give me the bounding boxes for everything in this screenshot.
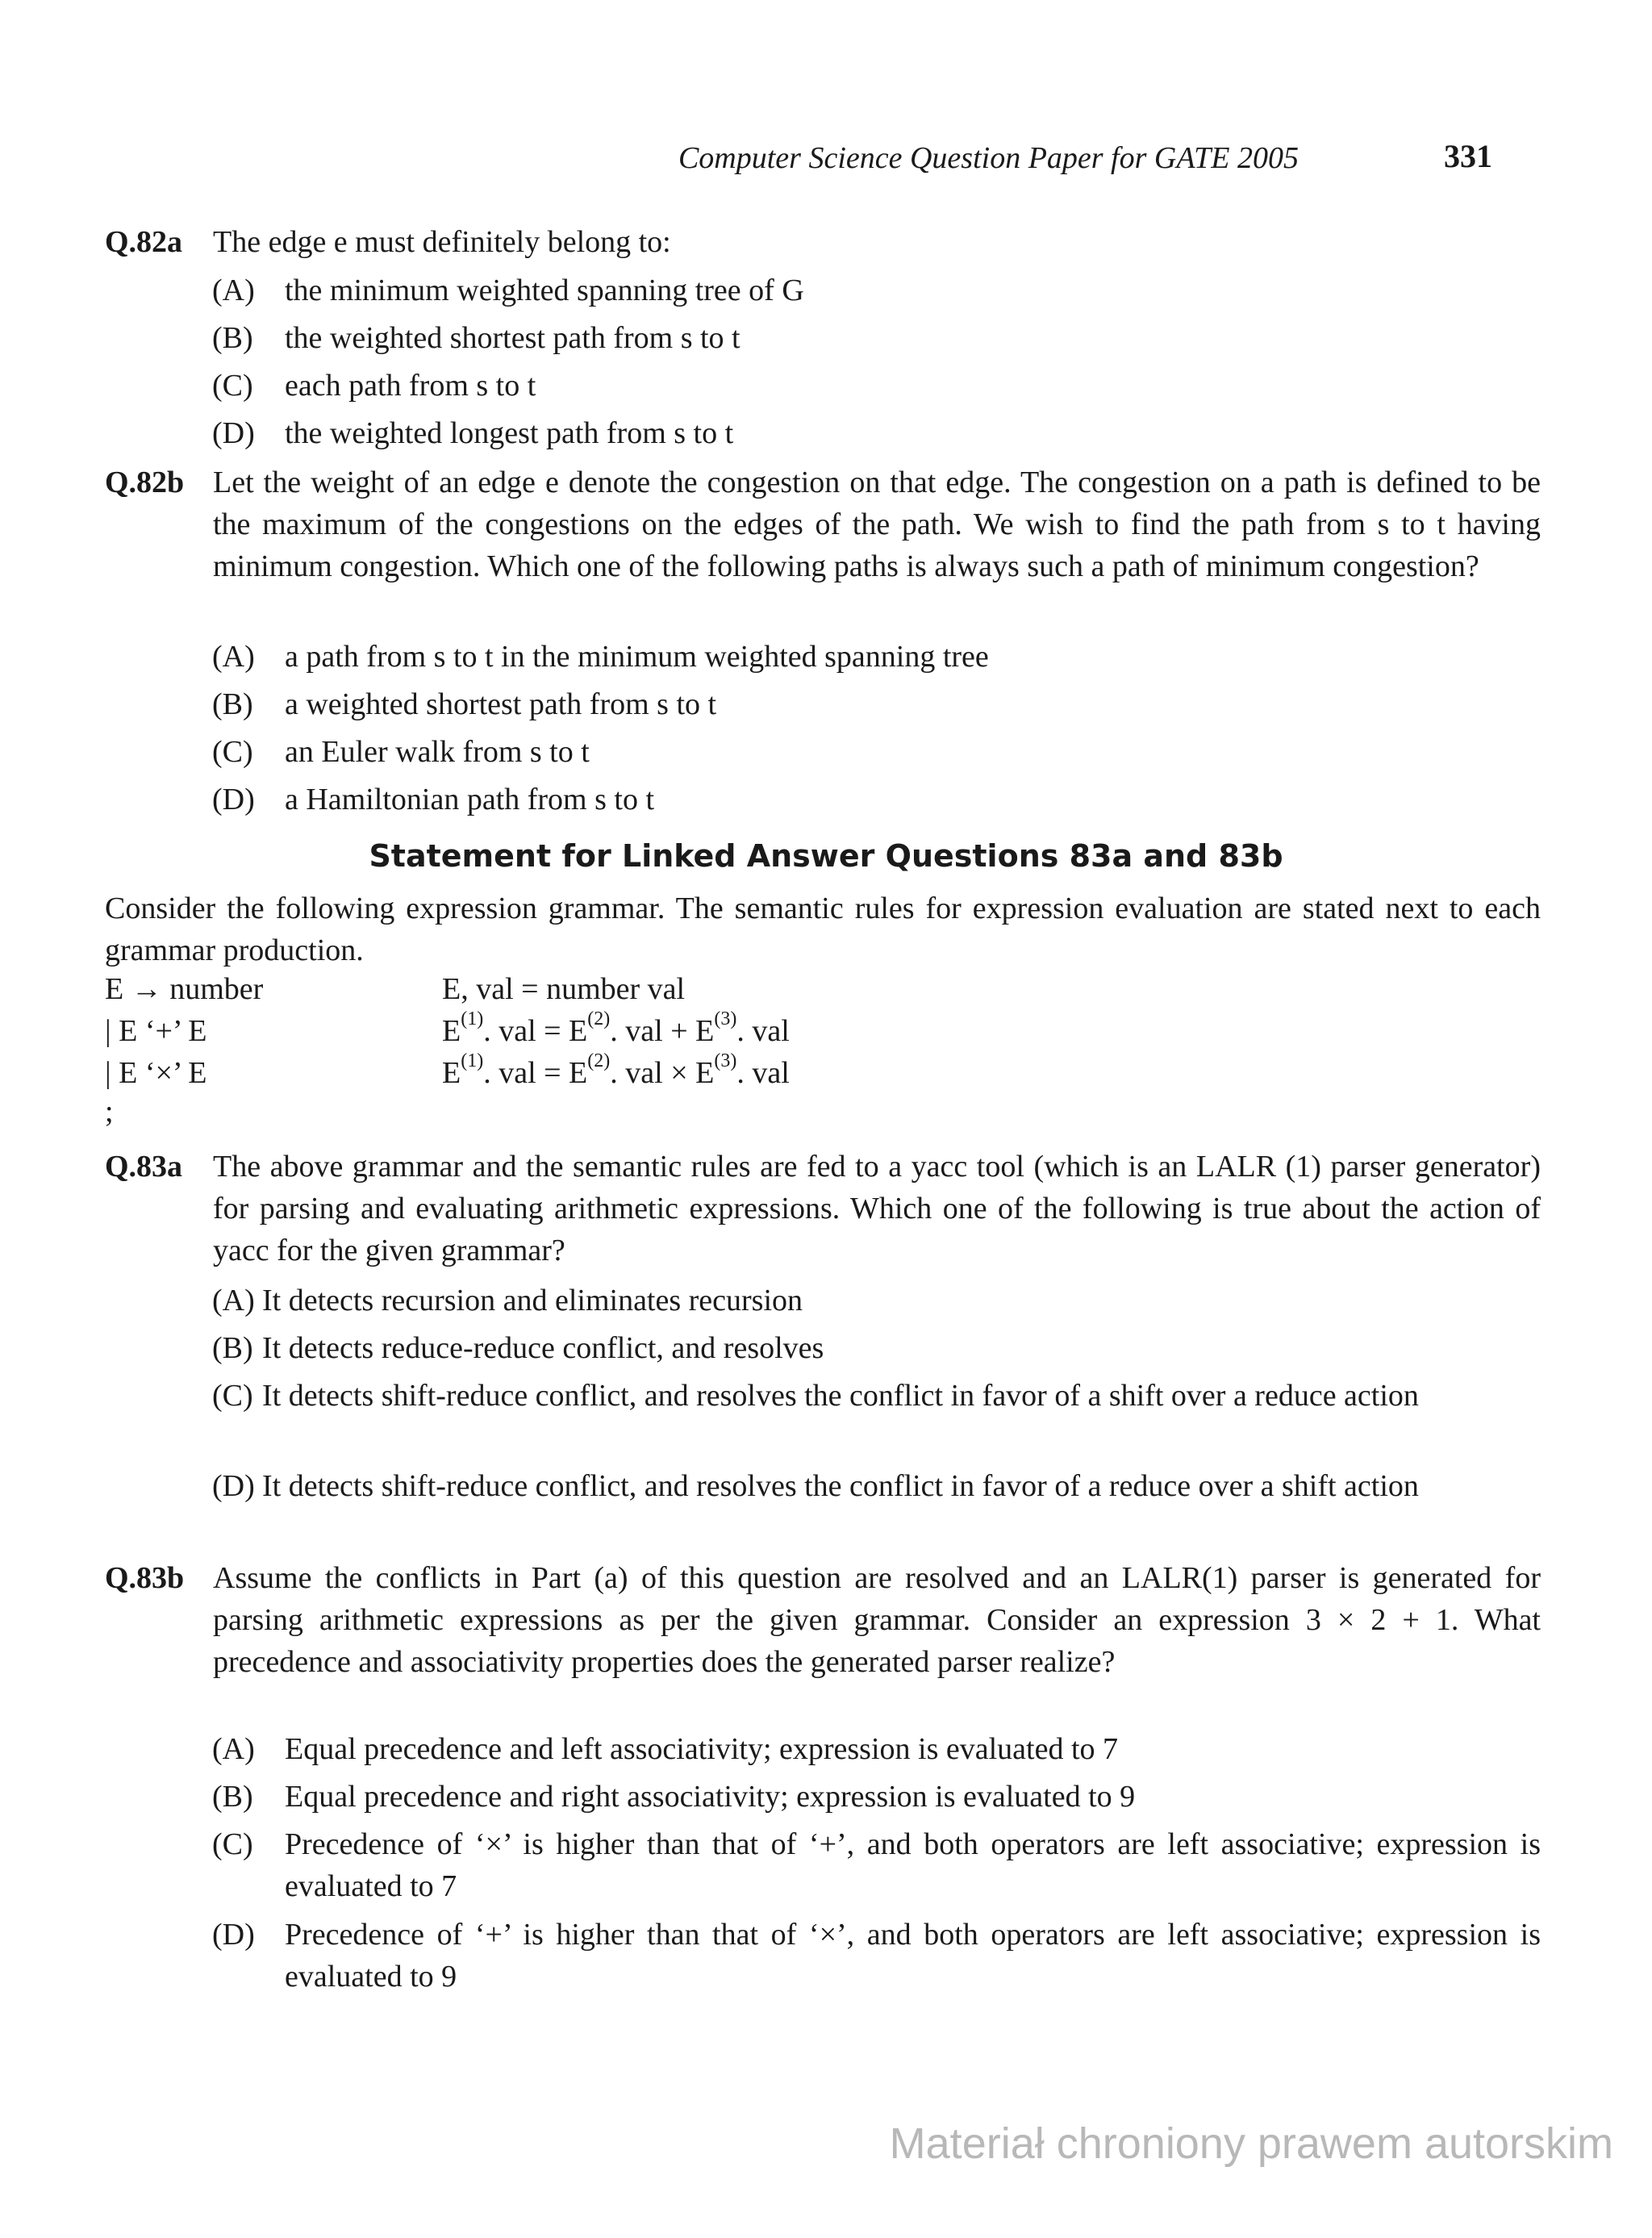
option-82a-d <box>212 412 1541 454</box>
option-text: the weighted shortest path from s to t <box>285 321 740 355</box>
option-83a-c <box>212 1375 1541 1417</box>
option-label: (A) <box>212 1284 255 1317</box>
question-text: The edge e must definitely belong to: <box>213 225 671 259</box>
question-number: Q.82b <box>105 466 185 499</box>
option-83a-a <box>212 1280 1541 1322</box>
question-83b <box>105 1557 1541 1683</box>
option-83b-d <box>212 1914 1541 1998</box>
question-text: Assume the conflicts in Part (a) of this question are resolved and an LALR(1) parser is generated for parsing arithmetic expressions as per the given grammar. Consider an expression 3 × 2 + 1. What precedence and associativity properties does the generated parser realize? <box>213 1561 1541 1679</box>
option-text: an Euler walk from s to t <box>285 735 590 769</box>
option-label: (C) <box>212 369 253 403</box>
option-label: (A) <box>212 273 255 307</box>
option-label: (B) <box>212 687 253 721</box>
option-text: each path from s to t <box>285 369 536 403</box>
option-label: (C) <box>212 1379 253 1413</box>
option-83b-c <box>212 1823 1541 1907</box>
option-label: (B) <box>212 1331 253 1365</box>
option-label: (D) <box>212 1469 255 1503</box>
option-text: Equal precedence and right associativity; expression is evaluated to 9 <box>285 1780 1136 1814</box>
question-text: The above grammar and the semantic rules are fed to a yacc tool (which is an LALR (1) parser generator) for parsing and evaluating arithmetic expressions. Which one of the following is true about the action of yacc for the given grammar? <box>213 1150 1541 1267</box>
semantic-rule: E, val = number val <box>442 972 686 1006</box>
question-text: Let the weight of an edge e denote the congestion on that edge. The congestion on a path is defined to be the maximum of the congestions on the edges of the path. We wish to find the path from s to t having minimum congestion. Which one of the following paths is always such a path of minimum congestion? <box>213 466 1541 583</box>
option-text: a Hamiltonian path from s to t <box>285 783 655 816</box>
option-text: a path from s to t in the minimum weighted spanning tree <box>285 640 989 674</box>
semantic-rule: $E^{(1)}$. val = $E^{(2)}$. val + $E^{(3)}$. val <box>442 1008 790 1048</box>
option-82a-c <box>212 365 1541 407</box>
semantic-rule: $E^{(1)}$. val = $E^{(2)}$. val × $E^{(3)}$. val <box>442 1050 790 1090</box>
question-82a <box>105 221 1541 263</box>
option-text: It detects shift-reduce conflict, and resolves the conflict in favor of a shift over a reduce action <box>262 1379 1419 1413</box>
grammar-production: | E ‘×’ E <box>105 1056 207 1090</box>
option-82a-b <box>212 317 1541 359</box>
option-82b-a <box>212 636 1541 678</box>
option-82a-a <box>212 269 1541 311</box>
option-text: the minimum weighted spanning tree of G <box>285 273 804 307</box>
option-text: Precedence of ‘+’ is higher than that of ‘×’, and both operators are left associative; expression is evaluated to 9 <box>285 1918 1541 1994</box>
grammar-terminator: ; <box>105 1095 114 1129</box>
option-83a-b <box>212 1327 1541 1369</box>
page-number: 331 <box>1444 138 1492 174</box>
question-number: Q.82a <box>105 225 183 259</box>
option-text: Precedence of ‘×’ is higher than that of ‘+’, and both operators are left associative; expression is evaluated to 7 <box>285 1827 1541 1903</box>
running-header-title: Computer Science Question Paper for GATE 2005 <box>678 141 1299 175</box>
option-label: (A) <box>212 1732 255 1766</box>
option-text: a weighted shortest path from s to t <box>285 687 717 721</box>
option-label: (D) <box>212 783 255 816</box>
linked-statement-heading: Statement for Linked Answer Questions 83a and 83b <box>369 838 1283 874</box>
option-83a-d <box>212 1465 1541 1507</box>
question-number: Q.83a <box>105 1150 183 1184</box>
copyright-watermark: Materiał chroniony prawem autorskim <box>889 2119 1613 2168</box>
question-number: Q.83b <box>105 1561 185 1595</box>
option-label: (C) <box>212 735 253 769</box>
linked-statement-intro: Consider the following expression grammar. The semantic rules for expression evaluation are stated next to each grammar production. <box>105 891 1541 967</box>
grammar-production: E → number <box>105 972 264 1006</box>
option-text: It detects reduce-reduce conflict, and resolves <box>262 1331 824 1365</box>
option-82b-b <box>212 683 1541 725</box>
option-text: the weighted longest path from s to t <box>285 416 734 450</box>
option-label: (D) <box>212 1918 255 1952</box>
question-82b <box>105 461 1541 587</box>
option-83b-a <box>212 1728 1541 1770</box>
option-label: (A) <box>212 640 255 674</box>
option-label: (D) <box>212 416 255 450</box>
grammar-production: | E ‘+’ E <box>105 1014 207 1048</box>
option-label: (B) <box>212 321 253 355</box>
question-83a <box>105 1146 1541 1271</box>
option-82b-d <box>212 779 1541 820</box>
option-label: (C) <box>212 1827 253 1861</box>
option-83b-b <box>212 1776 1541 1818</box>
option-text: It detects shift-reduce conflict, and resolves the conflict in favor of a reduce over a shift action <box>262 1469 1419 1503</box>
option-text: Equal precedence and left associativity; expression is evaluated to 7 <box>285 1732 1119 1766</box>
option-82b-c <box>212 731 1541 773</box>
option-text: It detects recursion and eliminates recursion <box>262 1284 803 1317</box>
option-label: (B) <box>212 1780 253 1814</box>
